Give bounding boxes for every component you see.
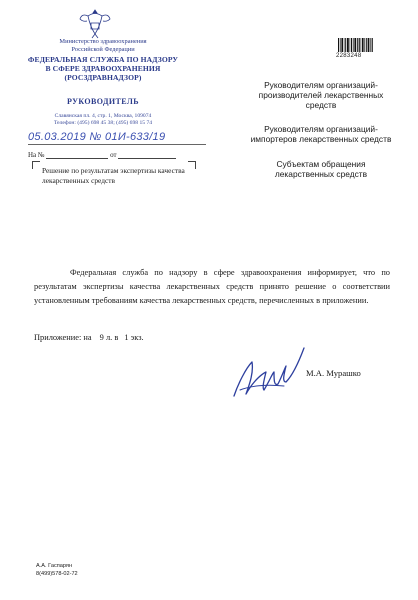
barcode-number: 2283248: [336, 53, 362, 59]
head-title: РУКОВОДИТЕЛЬ: [67, 97, 139, 106]
attachment-pages: 9: [99, 333, 104, 342]
addressee-importers: Руководителям организаций-импортеров лекарственных средств: [250, 124, 392, 145]
addressee-circulation-subjects: Субъектам обращения лекарственных средств: [274, 159, 368, 180]
body-paragraph: Федеральная служба по надзору в сфере здравоохранения информирует, что по результатам экспертизы качества лекарственных средств принято решение о соответствии установленным требованиям качества лекарственных средств, перечисленных в приложении.: [34, 268, 390, 305]
letter-body: [34, 266, 390, 308]
handwritten-signature-icon: [226, 344, 316, 400]
na-prefix: На №: [28, 151, 45, 159]
ot-label: от: [110, 151, 117, 159]
attachment-in: в: [114, 333, 119, 342]
date-underline: [28, 144, 206, 145]
executor-info: [36, 562, 78, 578]
barcode-icon: [338, 38, 374, 52]
attachment-label: Приложение:: [34, 333, 82, 342]
executor-name: А.А. Гаспарян: [36, 563, 73, 569]
registration-date-number: [28, 133, 208, 147]
attachment-pages-unit: л.: [105, 333, 113, 342]
attachment-copies-unit: экз.: [130, 333, 144, 342]
service-line-3: (РОСЗДРАВНАДЗОР): [64, 73, 142, 82]
signer-name: М.А. Мурашко: [306, 368, 361, 378]
service-line-1: ФЕДЕРАЛЬНАЯ СЛУЖБА ПО НАДЗОРУ: [27, 55, 179, 64]
service-name: [18, 55, 188, 82]
attachment-prefix: на: [83, 333, 92, 342]
ref-date-blank: [118, 150, 176, 159]
phone-line: Телефон: (495) 698 45 38; (495) 698 15 74: [53, 120, 153, 126]
service-line-2: В СФЕРЕ ЗДРАВООХРАНЕНИЯ: [45, 64, 161, 73]
letterhead-address: [18, 113, 188, 127]
ministry-name: [18, 38, 188, 53]
subject-bracket-left: [32, 161, 40, 169]
ministry-line-1: Министерство здравоохранения: [59, 38, 147, 45]
reference-line: [28, 150, 208, 162]
handwritten-date-number: 05.03.2019 № 01И-633/19: [28, 131, 166, 143]
address-line: Славянская пл. 4, стр. 1, Москва, 109074: [54, 113, 152, 119]
coat-of-arms-emblem-icon: [78, 6, 112, 40]
attachment-line: [34, 333, 144, 342]
ministry-line-2: Российской Федерации: [71, 45, 135, 53]
letter-subject: Решение по результатам экспертизы качества лекарственных средств: [42, 166, 185, 185]
ref-number-blank: [46, 150, 108, 159]
addressee-manufacturers: Руководителям организаций-производителей лекарственных средств: [258, 80, 384, 111]
attachment-copies: 1: [124, 333, 129, 342]
executor-phone: 8(499)578-02-72: [36, 571, 78, 577]
